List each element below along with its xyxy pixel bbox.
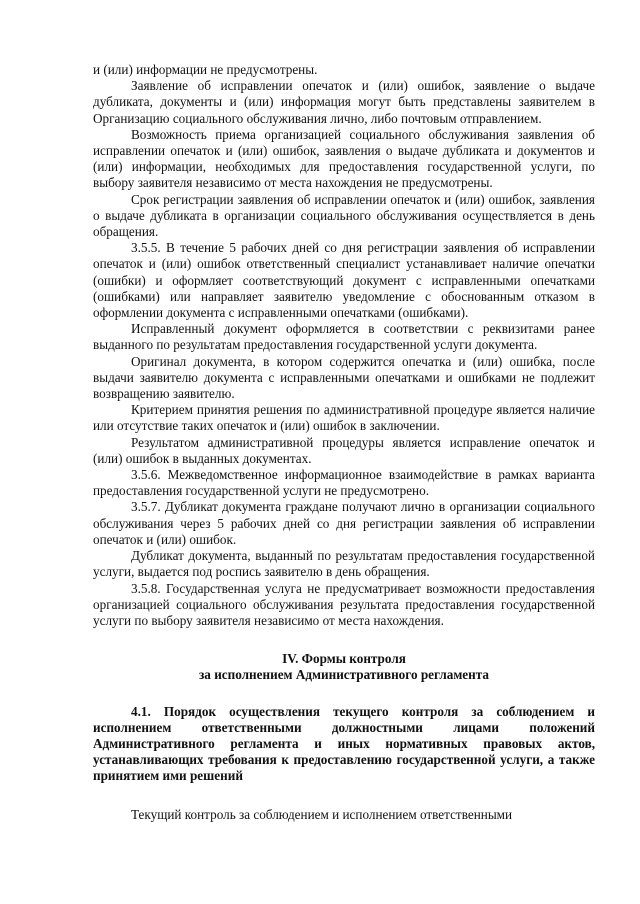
subsection-heading: 4.1. Порядок осуществления текущего контроля за соблюдением и исполнением ответственными должностными лицами положений Административного регламента и иных нормативных правовых актов, устанавливающих требования к предоставлению государственной услуги, а также принятием ими решений bbox=[93, 703, 595, 784]
paragraph: 3.5.6. Межведомственное информационное взаимодействие в рамках варианта предоставления государственной услуги не предусмотрено. bbox=[93, 467, 595, 499]
paragraph: Возможность приема организацией социального обслуживания заявления об исправлении опечаток и (или) ошибок, заявления о выдаче дубликата и документов и (или) информации, необходимых для предоставления государственной услуги, по выбору заявителя независимо от места нахождения не предусмотрены. bbox=[93, 126, 595, 191]
paragraph: 3.5.7. Дубликат документа граждане получают лично в организации социального обслуживания через 5 рабочих дней со дня регистрации заявления об исправлении опечаток и (или) ошибок. bbox=[93, 499, 595, 547]
section-heading-line1: IV. Формы контроля bbox=[282, 651, 406, 667]
spacer bbox=[93, 785, 595, 807]
paragraph: Дубликат документа, выданный по результатам предоставления государственной услуги, выдается под роспись заявителю в день обращения. bbox=[93, 548, 595, 580]
section-heading-line2: за исполнением Административного регламента bbox=[199, 667, 489, 683]
paragraph: Текущий контроль за соблюдением и исполнением ответственными bbox=[131, 806, 513, 822]
paragraph: Исправленный документ оформляется в соответствии с реквизитами ранее выданного по результатам предоставления государственной услуги документа. bbox=[93, 321, 595, 353]
paragraph: Срок регистрации заявления об исправлении опечаток и (или) ошибок, заявления о выдаче дубликата в организации социального обслуживания осуществляется в день обращения. bbox=[93, 191, 595, 240]
paragraph: Оригинал документа, в котором содержится опечатка и (или) ошибка, после выдачи заявителю документа с исправленными опечатками и ошибками не подлежит возвращению заявителю. bbox=[93, 353, 595, 402]
paragraph: Результатом административной процедуры является исправление опечаток и (или) ошибок в выданных документах. bbox=[93, 434, 595, 466]
spacer bbox=[93, 629, 595, 651]
paragraph: и (или) информации не предусмотрены. bbox=[93, 62, 318, 77]
paragraph: Заявление об исправлении опечаток и (или) ошибок, заявление о выдаче дубликата, документы и (или) информация могут быть представлены заявителем в Организацию социального обслуживания лично, либо почтовым отправлением. bbox=[93, 78, 595, 126]
spacer bbox=[93, 684, 595, 704]
document-page bbox=[93, 62, 595, 823]
paragraph: Критерием принятия решения по административной процедуре является наличие или отсутствие таких опечаток и (или) ошибок в заключении. bbox=[93, 402, 595, 434]
paragraph: 3.5.5. В течение 5 рабочих дней со дня регистрации заявления об исправлении опечаток и (или) ошибок ответственный специалист устанавливает наличие опечатки (ошибки) и оформляет соответствующий документ с исправленными опечатками (ошибками) или направляет заявителю уведомление с обоснованным отказом в оформлении документа с исправленными опечатками (ошибками). bbox=[93, 240, 595, 321]
paragraph: 3.5.8. Государственная услуга не предусматривает возможности предоставления организацией социального обслуживания результата предоставления государственной услуги по выбору заявителя независимо от места нахождения. bbox=[93, 580, 595, 628]
